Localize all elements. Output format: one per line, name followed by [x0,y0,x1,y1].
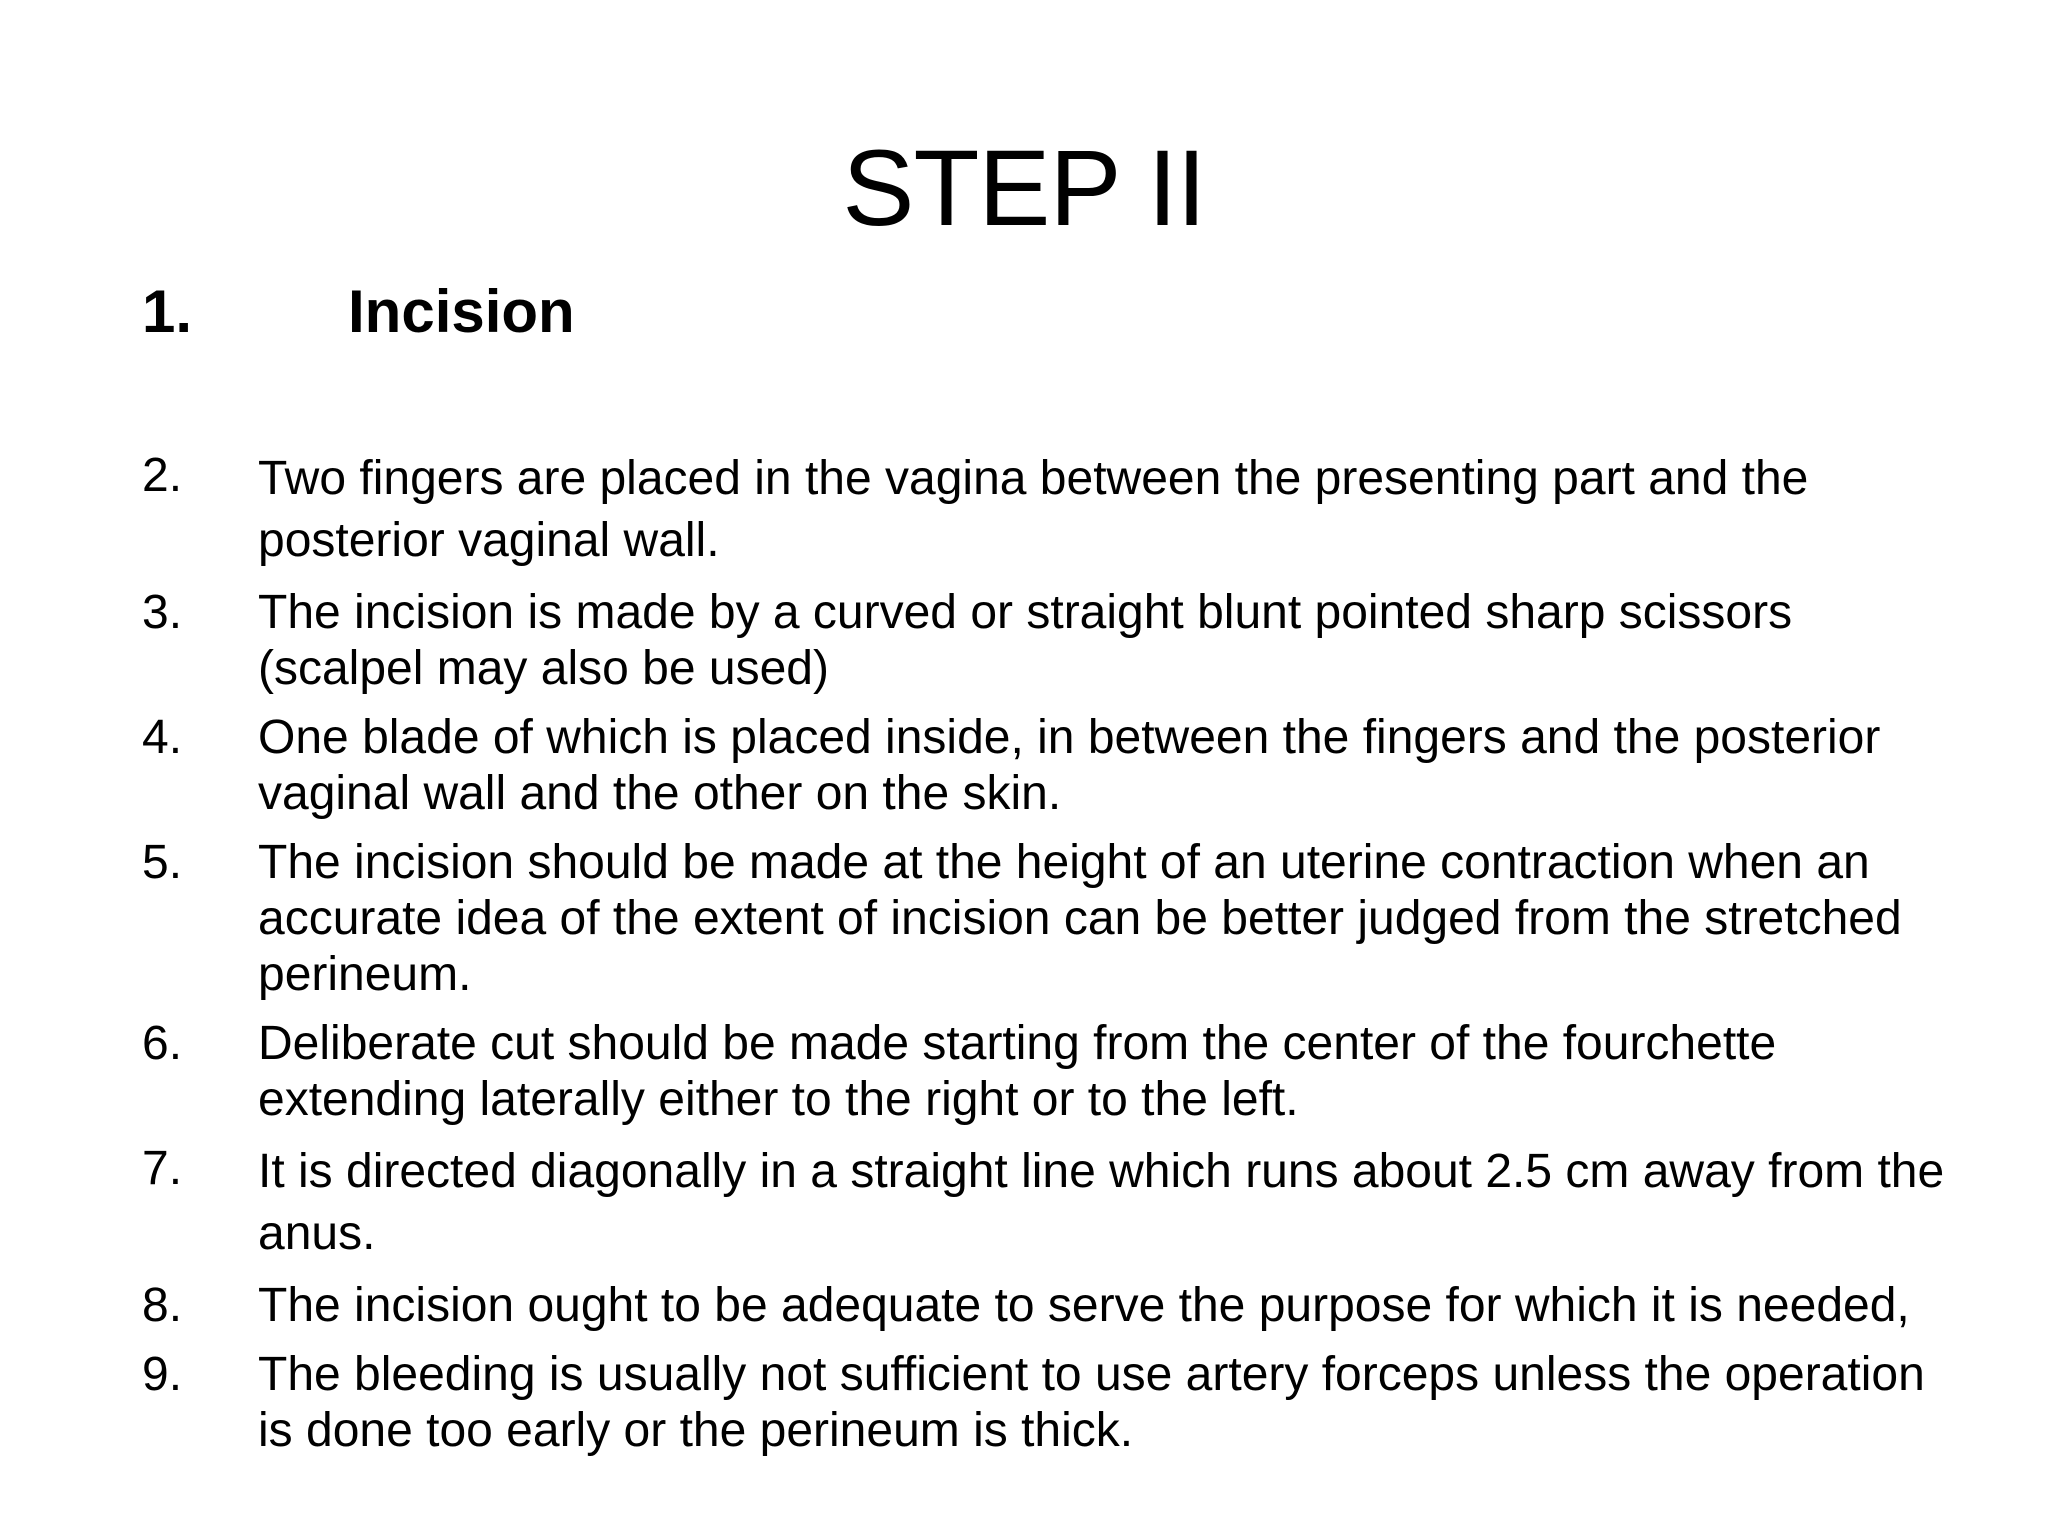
list-item-text: One blade of which is placed inside, in between the fingers and the posterior vaginal wall and the other on the skin. [258,711,1881,820]
list-item-text: The incision should be made at the height of an uterine contraction when an accurate idea of the extent of incision can be better judged from the stretched perineum. [258,836,1902,1001]
list-item-text: Two fingers are placed in the vagina between the presenting part and the posterior vaginal wall. [258,452,1809,567]
list-item [142,1347,1962,1459]
list-item-number: 8. [142,1279,183,1332]
list-item-number: 4. [142,711,183,764]
list-item-number: 6. [142,1017,183,1070]
list-item [142,1016,1962,1128]
step-list [142,448,1962,1472]
list-item [142,1141,1962,1265]
list-item [142,835,1962,1003]
slide-title: STEP II [842,127,1206,248]
list-item-number: 9. [142,1348,183,1401]
list-item-text: The incision is made by a curved or straight blunt pointed sharp scissors (scalpel may also be used) [258,586,1793,695]
list-item-text: The incision ought to be adequate to serve the purpose for which it is needed, [258,1279,1910,1332]
heading-text: Incision [348,278,575,345]
list-item-number: 2. [142,449,183,502]
list-item [142,585,1962,697]
section-heading [142,276,575,348]
list-item-number: 5. [142,836,183,889]
list-item [142,448,1962,572]
list-item-number: 3. [142,586,183,639]
heading-number: 1. [142,278,193,345]
list-item-text: The bleeding is usually not sufficient to use artery forceps unless the operation is done too early or the perineum is thick. [258,1348,1925,1457]
list-item-text: It is directed diagonally in a straight line which runs about 2.5 cm away from the anus. [258,1145,1945,1260]
list-item [142,710,1962,822]
list-item-text: Deliberate cut should be made starting from the center of the fourchette extending laterally either to the right or to the left. [258,1017,1777,1126]
list-item [142,1278,1962,1334]
list-item-number: 7. [142,1142,183,1195]
